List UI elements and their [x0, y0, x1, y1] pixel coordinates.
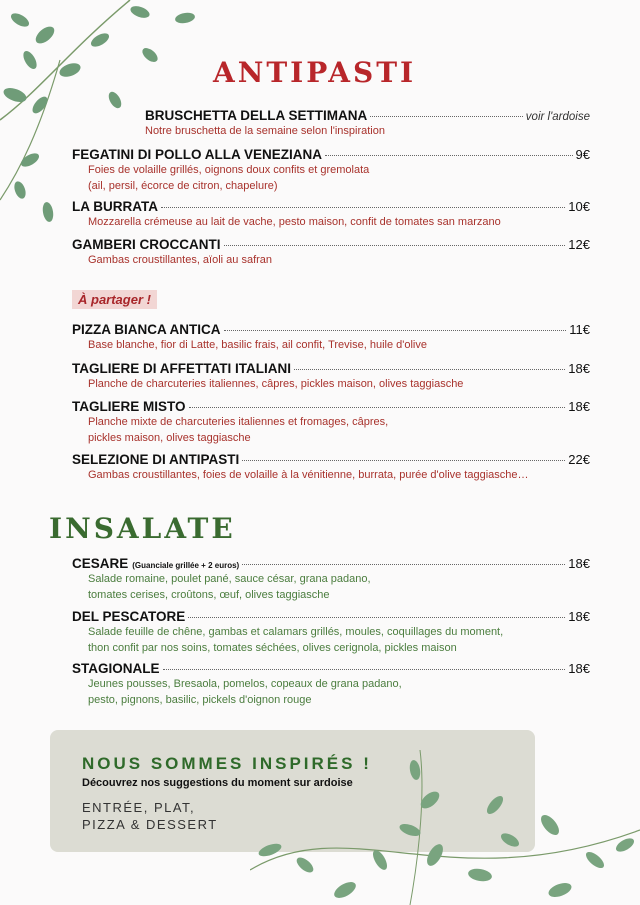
menu-item [72, 399, 590, 445]
item-description: pesto, pignons, basilic, pickels d'oignon rouge [88, 693, 312, 706]
promo-subtitle: Découvrez nos suggestions du moment sur ardoise [82, 777, 353, 789]
item-price: 18€ [568, 399, 590, 414]
section-title-insalate: INSALATE [49, 512, 236, 545]
item-description: Planche de charcuteries italiennes, câpres, pickles maison, olives taggiasche [88, 378, 464, 390]
item-price: 10€ [568, 199, 590, 214]
item-name: LA BURRATA [72, 199, 158, 214]
item-description: Mozzarella crémeuse au lait de vache, pesto maison, confit de tomates san marzano [88, 216, 501, 228]
item-price: 22€ [568, 452, 590, 467]
item-name: GAMBERI CROCCANTI [72, 237, 221, 252]
promo-line: ENTRÉE, PLAT, [82, 800, 196, 815]
menu-item [72, 199, 590, 230]
promo-title: NOUS SOMMES INSPIRÉS ! [82, 754, 372, 773]
item-description: Salade romaine, poulet pané, sauce césar, grana padano, [88, 573, 371, 585]
leader-dots [224, 330, 567, 331]
leader-dots [188, 617, 565, 618]
menu-item [72, 609, 590, 655]
share-label: À partager ! [72, 290, 157, 309]
item-name: TAGLIERE MISTO [72, 399, 186, 414]
promo-line: PIZZA & DESSERT [82, 817, 218, 832]
section-title-antipasti: ANTIPASTI [213, 56, 417, 89]
leader-dots [224, 245, 566, 246]
item-price: 18€ [568, 556, 590, 571]
item-price: 18€ [568, 361, 590, 376]
item-description: Foies de volaille grillés, oignons doux confits et gremolata [88, 164, 370, 176]
leader-dots [163, 669, 566, 670]
item-name: PIZZA BIANCA ANTICA [72, 322, 221, 337]
item-description: Jeunes pousses, Bresaola, pomelos, copeaux de grana padano, [88, 678, 402, 690]
menu-item [72, 361, 590, 392]
menu-item [72, 322, 590, 353]
item-price: 12€ [568, 237, 590, 252]
item-name: DEL PESCATORE [72, 609, 186, 624]
item-description: thon confit par nos soins, tomates séchées, olives cerignola, pickles maison [88, 641, 457, 654]
item-name: FEGATINI DI POLLO ALLA VENEZIANA [72, 147, 322, 162]
item-description: tomates cerises, croûtons, œuf, olives taggiasche [88, 588, 330, 601]
item-description: Notre bruschetta de la semaine selon l'inspiration [145, 125, 385, 137]
item-name: SELEZIONE DI ANTIPASTI [72, 452, 240, 467]
leader-dots [370, 116, 523, 117]
item-price: 9€ [575, 147, 590, 162]
item-name: CESARE [72, 556, 129, 571]
menu-item [72, 556, 590, 602]
item-description: (ail, persil, écorce de citron, chapelure) [88, 179, 278, 192]
item-price: 18€ [568, 609, 590, 624]
menu-item [72, 452, 590, 483]
leader-dots [294, 369, 565, 370]
item-description: pickles maison, olives taggiasche [88, 431, 251, 444]
item-description: Planche mixte de charcuteries italiennes et fromages, câpres, [88, 416, 389, 428]
menu-item [145, 108, 590, 139]
item-price: voir l'ardoise [525, 111, 590, 123]
item-name: BRUSCHETTA DELLA SETTIMANA [145, 108, 368, 123]
item-description: Gambas croustillantes, foies de volaille à la vénitienne, burrata, purée d'olive taggiasche… [88, 469, 529, 481]
item-description: Gambas croustillantes, aïoli au safran [88, 254, 273, 266]
item-name: STAGIONALE [72, 661, 160, 676]
menu-item [72, 237, 590, 268]
item-note: (Guanciale grillée + 2 euros) [132, 561, 240, 570]
item-description: Salade feuille de chêne, gambas et calamars grillés, moules, coquillages du moment, [88, 626, 504, 638]
menu-item [72, 147, 590, 193]
leader-dots [242, 564, 565, 565]
menu-item [72, 661, 590, 707]
item-price: 18€ [568, 661, 590, 676]
item-price: 11€ [569, 322, 590, 337]
item-description: Base blanche, fior di Latte, basilic frais, ail confit, Trevise, huile d'olive [88, 339, 427, 351]
leader-dots [242, 460, 565, 461]
leader-dots [161, 207, 565, 208]
leader-dots [189, 407, 566, 408]
vine-decoration-bottom-right-icon [250, 750, 640, 905]
item-name: TAGLIERE DI AFFETTATI ITALIANI [72, 361, 291, 376]
leader-dots [325, 155, 573, 156]
